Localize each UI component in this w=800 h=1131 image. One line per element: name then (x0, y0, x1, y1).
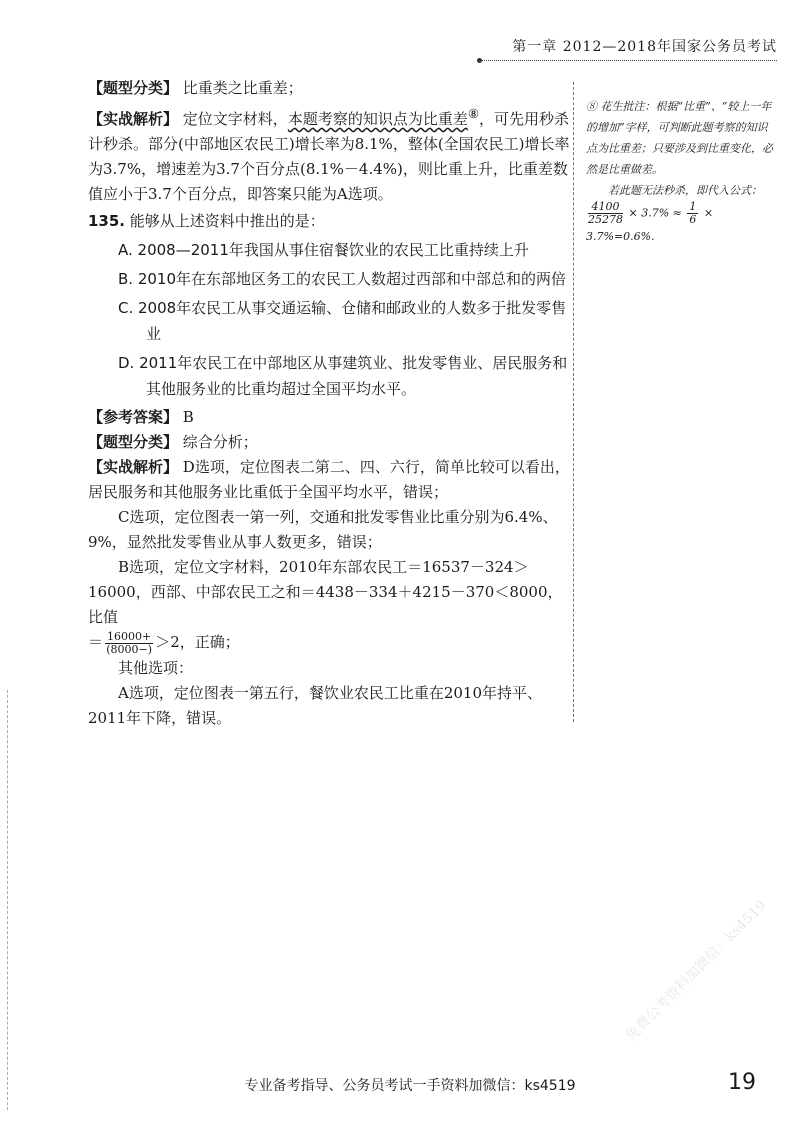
side-frac-1-den: 25278 (588, 213, 623, 226)
side-note-text: 根据“比重”、“较上一年的增加”字样，可判断此题考察的知识点为比重差；只要涉及到比重变化，必然是比重做差。 (586, 100, 773, 176)
analysis-b (88, 555, 570, 630)
type-label-2: 【题型分类】 (88, 433, 179, 451)
type-line-1 (88, 76, 570, 101)
option-d: D. 2011年农民工在中部地区从事建筑业、批发零售业、居民服务和其他服务业的比重均超过全国平均水平。 (118, 354, 568, 398)
option-b: B. 2010年在东部地区务工的农民工人数超过西部和中部总和的两倍 (118, 270, 567, 288)
question-number: 135. (88, 212, 126, 230)
page-number: 19 (728, 1070, 756, 1095)
main-column (88, 76, 570, 731)
frac-suffix: ＞2，正确； (155, 633, 240, 651)
side-frac-2 (687, 201, 698, 226)
header-rule (481, 60, 777, 61)
question-stem (88, 209, 570, 234)
type-line-2 (88, 430, 570, 455)
option-c: C. 2008年农民工从事交通运输、仓储和邮政业的人数多于批发零售业 (118, 299, 567, 343)
side-mid: × 3.7% ≈ (628, 206, 682, 220)
column-divider (573, 82, 574, 722)
type-text: 比重类之比重差； (182, 79, 303, 97)
analysis-paragraph-1 (88, 101, 570, 207)
analysis-b-fraction-line (88, 630, 570, 656)
side-tail: × (703, 206, 714, 220)
type-label: 【题型分类】 (88, 79, 179, 97)
analysis-rest: ，可先用秒杀计秒杀。部分(中部地区农民工)增长率为8.1%，整体(全国农民工)增长率为3.7%，增速差为3.7个百分点(8.1%－4.4%)，则比重上升，比重差数值应小于3.7个百分点，即答案只能为A选项。 (88, 110, 570, 203)
ratio-fraction (105, 631, 153, 656)
side-note-result: 3.7%=0.6%. (586, 230, 655, 243)
frac-den: (8000−) (106, 642, 153, 656)
option-a: A. 2008—2011年我国从事住宿餐饮业的农民工比重持续上升 (118, 241, 529, 259)
footer-text: 专业备考指导、公务员考试一手资料加微信：ks4519 (244, 1078, 576, 1094)
running-header: 第一章 2012—2018年国家公务员考试 (512, 39, 777, 55)
question-text: 能够从上述资料中推出的是： (129, 212, 325, 230)
analysis-c: C选项，定位图表一第一列，交通和批发零售业比重分别为6.4%、9%，显然批发零售业从事人数更多，错误； (88, 508, 558, 551)
side-note-formula (586, 201, 778, 226)
watermark: 免费公考资料加微信：ks4519 (623, 897, 770, 1044)
answer-line (88, 405, 570, 430)
type-text-2: 综合分析； (182, 433, 258, 451)
analysis-b-text: B选项，定位文字材料，2010年东部农民工＝16537－324＞16000，西部、中部农民工之和＝4438－334＋4215－370＜8000，比值 (88, 558, 563, 626)
side-note-body (586, 96, 778, 180)
analysis-pre: 定位文字材料， (182, 110, 288, 128)
analysis-a: A选项，定位图表一第五行，餐饮业农民工比重在2010年持平、2011年下降，错误。 (88, 683, 543, 727)
side-frac-1 (588, 201, 623, 226)
left-margin-dashes (7, 690, 8, 1110)
side-note (586, 96, 778, 247)
analysis-label-2: 【实战解析】 (88, 458, 179, 476)
analysis-label: 【实战解析】 (88, 110, 179, 128)
side-frac-2-den: 6 (689, 213, 697, 226)
frac-prefix: ＝ (88, 633, 104, 651)
other-options: 其他选项： (118, 658, 194, 677)
analysis-d-text: D选项，定位图表二第二、四、六行，简单比较可以看出，居民服务和其他服务业比重低于全国平均水平，错误； (88, 458, 570, 501)
side-note-label: ⑧ 花生批注： (586, 100, 656, 113)
answer-label: 【参考答案】 (88, 408, 179, 426)
analysis-d (88, 455, 570, 505)
side-frac-1-num: 4100 (588, 201, 623, 214)
footnote-marker: ⑧ (467, 106, 480, 121)
answer-value: B (182, 408, 194, 426)
frac-num: 16000+ (107, 629, 152, 643)
side-frac-2-num: 1 (689, 200, 697, 213)
side-note-text2: 若此题无法秒杀，即代入公式： (608, 184, 762, 197)
analysis-underlined: 本题考察的知识点为比重差 (287, 110, 468, 128)
